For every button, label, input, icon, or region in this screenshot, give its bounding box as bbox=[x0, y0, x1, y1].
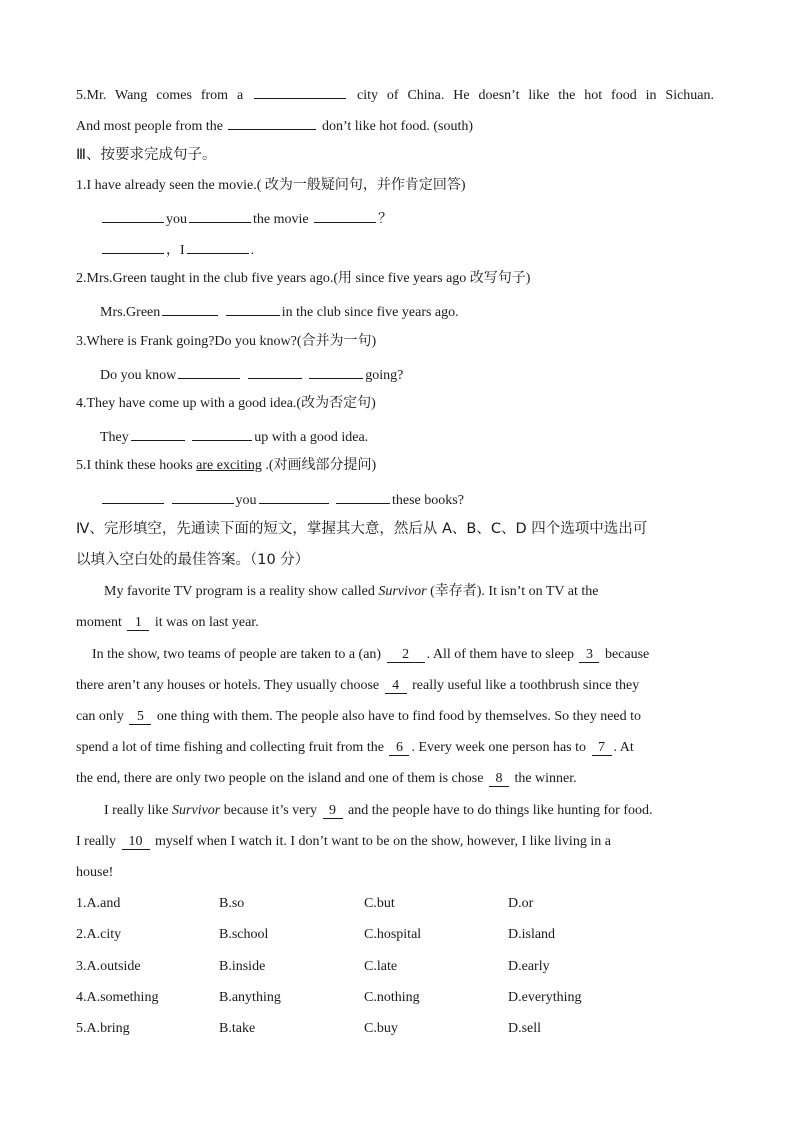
option-1b[interactable]: B.so bbox=[219, 896, 245, 911]
option-4b[interactable]: B.anything bbox=[219, 990, 281, 1005]
passage-p3-line-1: I really like Survivor because it’s very 9 and the people have to do things like hunting for food. bbox=[104, 803, 653, 818]
sentence-1-answer: you the movie ？ bbox=[100, 207, 392, 230]
cloze-blank-2[interactable]: 2 bbox=[387, 647, 425, 663]
cloze-blank-9[interactable]: 9 bbox=[323, 803, 343, 819]
option-4a[interactable]: 4.A.something bbox=[76, 990, 159, 1005]
section-3-title: Ⅲ、按要求完成句子。 bbox=[76, 147, 217, 163]
answer-blank[interactable] bbox=[178, 363, 240, 379]
sentence-2-question: 2.Mrs.Green taught in the club five years ago.(用 since five years ago 改写句子) bbox=[76, 271, 531, 286]
option-1c[interactable]: C.but bbox=[364, 896, 395, 911]
question-5-line-2: And most people from the don’t like hot food. (south) bbox=[76, 114, 473, 137]
option-1a[interactable]: 1.A.and bbox=[76, 896, 121, 911]
sentence-4-question: 4.They have come up with a good idea.(改为否定句) bbox=[76, 396, 376, 411]
answer-blank[interactable] bbox=[309, 363, 363, 379]
option-2d[interactable]: D.island bbox=[508, 927, 556, 942]
option-3a[interactable]: 3.A.outside bbox=[76, 959, 141, 974]
answer-blank[interactable] bbox=[102, 488, 164, 504]
answer-blank[interactable] bbox=[248, 363, 302, 379]
answer-blank[interactable] bbox=[172, 488, 234, 504]
passage-p1-line-2: moment 1 it was on last year. bbox=[76, 615, 259, 630]
answer-blank[interactable] bbox=[254, 83, 346, 99]
option-2b[interactable]: B.school bbox=[219, 927, 269, 942]
sentence-1-question: 1.I have already seen the movie.( 改为一般疑问句，并作肯定回答) bbox=[76, 178, 466, 193]
passage-p1-line-1: My favorite TV program is a reality show called Survivor (幸存者). It isn’t on TV at the bbox=[104, 584, 599, 599]
cloze-blank-4[interactable]: 4 bbox=[385, 678, 407, 694]
passage-p2-line-2: there aren’t any houses or hotels. They usually choose 4 really useful like a toothbrush since they bbox=[76, 678, 640, 693]
answer-blank[interactable] bbox=[162, 300, 218, 316]
passage-p2-line-1: In the show, two teams of people are taken to a (an) 2 . All of them have to sleep 3 because bbox=[92, 647, 650, 662]
sentence-3-question: 3.Where is Frank going?Do you know?(合并为一句) bbox=[76, 334, 377, 349]
section-4-title-line-2: 以填入空白处的最佳答案。（10 分） bbox=[76, 552, 310, 568]
passage-p2-line-3: can only 5 one thing with them. The people also have to find food by themselves. So they need to bbox=[76, 709, 642, 724]
answer-blank[interactable] bbox=[189, 207, 251, 223]
option-2a[interactable]: 2.A.city bbox=[76, 927, 122, 942]
answer-blank[interactable] bbox=[314, 207, 376, 223]
sentence-3-answer: Do you know going? bbox=[100, 363, 403, 386]
option-2c[interactable]: C.hospital bbox=[364, 927, 422, 942]
option-5d[interactable]: D.sell bbox=[508, 1021, 542, 1036]
option-5b[interactable]: B.take bbox=[219, 1021, 256, 1036]
option-5a[interactable]: 5.A.bring bbox=[76, 1021, 130, 1036]
sentence-5-answer: you these books? bbox=[100, 488, 464, 511]
answer-blank[interactable] bbox=[226, 300, 280, 316]
answer-blank[interactable] bbox=[259, 488, 329, 504]
option-4c[interactable]: C.nothing bbox=[364, 990, 420, 1005]
answer-blank[interactable] bbox=[192, 425, 252, 441]
cloze-blank-10[interactable]: 10 bbox=[122, 834, 150, 850]
cloze-blank-7[interactable]: 7 bbox=[592, 740, 612, 756]
passage-p2-line-4: spend a lot of time fishing and collecting fruit from the 6 . Every week one person has to 7 . At bbox=[76, 740, 634, 755]
underlined-phrase: are exciting bbox=[196, 458, 262, 473]
cloze-blank-1[interactable]: 1 bbox=[127, 615, 149, 631]
option-4d[interactable]: D.everything bbox=[508, 990, 582, 1005]
sentence-5-question: 5.I think these hooks are exciting .(对画线部分提问) bbox=[76, 458, 377, 473]
answer-blank[interactable] bbox=[102, 238, 164, 254]
passage-p3-line-3: house! bbox=[76, 865, 114, 880]
passage-p2-line-5: the end, there are only two people on the island and one of them is chose 8 the winner. bbox=[76, 771, 577, 786]
cloze-blank-8[interactable]: 8 bbox=[489, 771, 509, 787]
option-3d[interactable]: D.early bbox=[508, 959, 550, 974]
cloze-blank-3[interactable]: 3 bbox=[579, 647, 599, 663]
answer-blank[interactable] bbox=[228, 114, 316, 130]
question-5-line-1: 5.Mr. Wang comes from a city of China. He doesn’t like the hot food in Sichuan. bbox=[76, 83, 714, 106]
section-4-title-line-1: Ⅳ、完形填空，先通读下面的短文，掌握其大意，然后从 A、B、C、D 四个选项中选出可 bbox=[76, 521, 648, 537]
answer-blank[interactable] bbox=[187, 238, 249, 254]
option-5c[interactable]: C.buy bbox=[364, 1021, 398, 1036]
option-3c[interactable]: C.late bbox=[364, 959, 398, 974]
answer-blank[interactable] bbox=[102, 207, 164, 223]
sentence-1-short-answer: ，I . bbox=[100, 238, 254, 261]
sentence-4-answer: They up with a good idea. bbox=[100, 425, 368, 448]
answer-blank[interactable] bbox=[336, 488, 390, 504]
cloze-blank-5[interactable]: 5 bbox=[129, 709, 151, 725]
answer-blank[interactable] bbox=[131, 425, 185, 441]
passage-p3-line-2: I really 10 myself when I watch it. I don’t want to be on the show, however, I like living in a bbox=[76, 834, 611, 849]
option-3b[interactable]: B.inside bbox=[219, 959, 266, 974]
sentence-2-answer: Mrs.Green in the club since five years ago. bbox=[100, 300, 459, 323]
option-1d[interactable]: D.or bbox=[508, 896, 534, 911]
cloze-blank-6[interactable]: 6 bbox=[389, 740, 409, 756]
